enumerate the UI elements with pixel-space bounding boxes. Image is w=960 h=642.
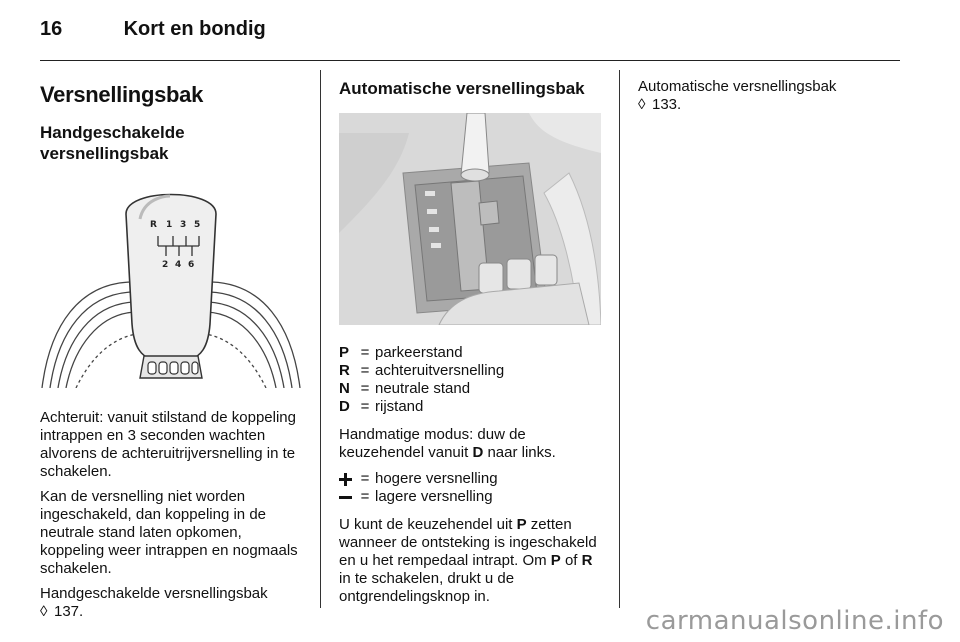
text-run: of [560,552,582,569]
paragraph-reference [40,585,302,621]
position-key: P [339,344,350,361]
gear-label-1: 1 [166,220,173,230]
list-item [339,380,603,398]
equals-sign: = [360,488,370,505]
paragraph-engage: Kan de versnelling niet worden ingeschakeld, dan koppeling in de neutrale stand laten opkomen, koppeling weer intrappen en nogmaals schakelen. [40,488,298,577]
list-item [339,398,603,416]
page-reference[interactable]: 137. [54,603,84,620]
position-key: D [339,398,350,415]
paragraph-reference [638,78,900,114]
manual-gearshift-illustration [40,174,302,388]
minus-icon [339,488,355,506]
equals-sign: = [360,362,370,379]
text-run: naar links. [483,444,556,461]
position-value: achteruitversnelling [375,362,505,379]
page-number: 16 [40,18,63,40]
manual-value: lagere versnelling [375,488,493,505]
page-reference-icon: ◊ [40,603,48,620]
equals-sign: = [360,398,370,415]
paragraph-manual-mode [339,426,603,462]
manual-value: hogere versnelling [375,470,498,487]
section-title: Versnellingsbak [40,82,204,107]
paragraph-reverse: Achteruit: vanuit stilstand de koppeling intrappen en 3 seconden wachten alvorens de achteruitrijversnelling in te schakelen. [40,409,296,480]
subsection-title: Automatische versnellingsbak [339,79,585,98]
column-2 [339,66,603,613]
gear-label-2: 2 [162,260,169,270]
reference-text: Automatische versnellingsbak [638,78,837,95]
list-item [339,344,603,362]
column-3 [638,66,900,121]
position-key: N [339,380,350,397]
manual-mode-list [339,470,603,506]
text-run-bold: P [550,552,561,569]
gear-label-r: R [150,220,157,230]
text-run: zetten wanneer de ontsteking is ingeschakeld en u het rempedaal intrapt. Om [339,516,597,569]
equals-sign: = [360,344,370,361]
text-run: U kunt de keuzehendel uit [339,516,517,533]
page-reference[interactable]: 133. [652,96,682,113]
position-value: rijstand [375,398,424,415]
text-run-bold: P [516,516,527,533]
selector-positions-list [339,344,603,416]
list-item [339,470,603,488]
position-value: parkeerstand [375,344,463,361]
header-rule [40,60,900,61]
gear-label-5: 5 [194,220,201,230]
page-reference-icon: ◊ [638,96,646,113]
list-item [339,488,603,506]
text-run-bold: R [581,552,593,569]
text-run-bold: D [472,444,484,461]
position-value: neutrale stand [375,380,471,397]
gear-label-6: 6 [188,260,195,270]
subsection-title: Handgeschakelde versnellingsbak [40,123,185,163]
automatic-selector-illustration [339,113,601,325]
text-run: in te schakelen, drukt u de ontgrendelingsknop in. [339,570,515,605]
equals-sign: = [360,380,370,397]
column-divider [619,70,620,608]
gear-label-3: 3 [180,220,187,230]
column-1 [40,66,302,628]
plus-icon [339,470,355,488]
gear-label-4: 4 [175,260,182,270]
equals-sign: = [360,470,370,487]
reference-text: Handgeschakelde versnellingsbak [40,585,268,602]
position-key: R [339,362,350,379]
list-item [339,362,603,380]
page-header [40,18,266,41]
text-run: Handmatige modus: duw de keuzehendel vanuit [339,426,526,461]
paragraph-selector-release [339,516,603,606]
page-header-title: Kort en bondig [123,18,266,40]
column-divider [320,70,321,608]
watermark: carmanualsonline.info [645,606,944,636]
